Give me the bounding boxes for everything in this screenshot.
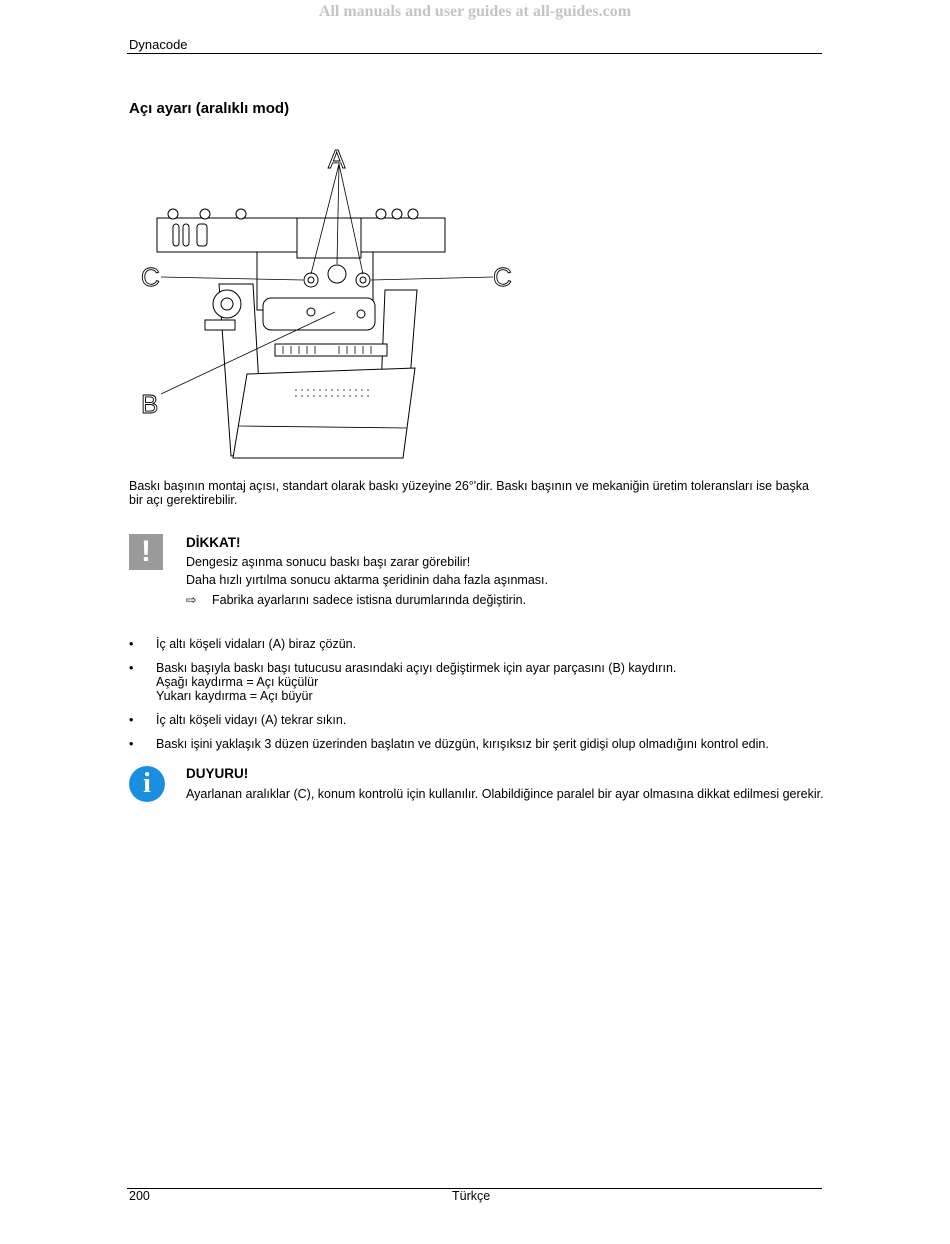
- top-plate-knob: [376, 209, 386, 219]
- label-c-left: C: [141, 262, 160, 292]
- top-plate-knob: [236, 209, 246, 219]
- list-item: [129, 713, 819, 727]
- step-text: Baskı başıyla baskı başı tutucusu arasındaki açıyı değiştirmek için ayar parçasını (B) kaydırın.: [156, 661, 677, 675]
- header-divider: [127, 53, 822, 54]
- bullet: •: [129, 713, 134, 727]
- roller-hole: [357, 310, 365, 318]
- label-b: B: [141, 389, 159, 419]
- top-plate-knob: [408, 209, 418, 219]
- slot: [173, 224, 179, 246]
- list-item: [129, 737, 819, 751]
- caution-box: [186, 535, 806, 607]
- left-hinge-inner: [221, 298, 233, 310]
- caution-line: Dengesiz aşınma sonucu baskı başı zarar görebilir!: [186, 555, 471, 569]
- step-subline: Yukarı kaydırma = Açı büyür: [156, 689, 313, 703]
- connector-strip: [275, 344, 387, 356]
- bullet: •: [129, 637, 134, 651]
- top-plate-knob: [168, 209, 178, 219]
- center-pin: [328, 265, 346, 283]
- header-brand: Dynacode: [129, 37, 188, 52]
- caution-title: DİKKAT!: [186, 535, 241, 550]
- info-icon: i: [129, 766, 165, 802]
- footer-language: Türkçe: [452, 1189, 491, 1203]
- mount-block: [297, 218, 361, 258]
- slot: [197, 224, 207, 246]
- printhead: [233, 368, 415, 458]
- step-text: Baskı işini yaklaşık 3 düzen üzerinden başlatın ve düzgün, kırışıksız bir şerit gidişi olup olmadığını kontrol edin.: [156, 737, 769, 751]
- arrow-right-icon: ⇨: [186, 593, 197, 607]
- step-text: İç altı köşeli vidaları (A) biraz çözün.: [156, 637, 357, 651]
- top-plate-knob: [392, 209, 402, 219]
- exclamation-icon: !: [129, 534, 163, 570]
- label-a: A: [328, 144, 346, 174]
- step-subline: Aşağı kaydırma = Açı küçülür: [156, 675, 319, 689]
- watermark: All manuals and user guides at all-guides.com: [318, 3, 632, 20]
- leader-c-right: [371, 277, 493, 280]
- page-number: 200: [129, 1189, 150, 1203]
- label-c-right: C: [493, 262, 512, 292]
- top-plate-knob: [200, 209, 210, 219]
- screw-a-right-inner: [360, 277, 366, 283]
- caution-action-text: Fabrika ayarlarını sadece istisna durumlarında değiştirin.: [212, 593, 527, 607]
- notice-title: DUYURU!: [186, 766, 249, 781]
- section-title: Açı ayarı (aralıklı mod): [129, 100, 290, 117]
- slot: [183, 224, 189, 246]
- step-text: İç altı köşeli vidayı (A) tekrar sıkın.: [156, 713, 347, 727]
- list-item: [129, 661, 819, 703]
- caution-line: Daha hızlı yırtılma sonucu aktarma şeridinin daha fazla aşınması.: [186, 573, 548, 587]
- notice-box: [186, 766, 826, 801]
- printhead-angle-diagram: [135, 142, 520, 464]
- bullet: •: [129, 661, 134, 675]
- roller-hole: [307, 308, 315, 316]
- notice-text: Ayarlanan aralıklar (C), konum kontrolü için kullanılır. Olabildiğince paralel bir ayar olmasına dikkat edilmesi gerekir.: [186, 787, 824, 801]
- steps-list: [129, 637, 819, 751]
- caution-action: [186, 593, 806, 607]
- screw-a-left-inner: [308, 277, 314, 283]
- hinge-shaft: [205, 320, 235, 330]
- intro-paragraph: Baskı başının montaj açısı, standart olarak baskı yüzeyine 26°'dir. Baskı başının ve mekaniğin üretim toleransları ise başka bir açı gerektirebilir.: [129, 479, 809, 507]
- list-item: [129, 637, 819, 651]
- bullet: •: [129, 737, 134, 751]
